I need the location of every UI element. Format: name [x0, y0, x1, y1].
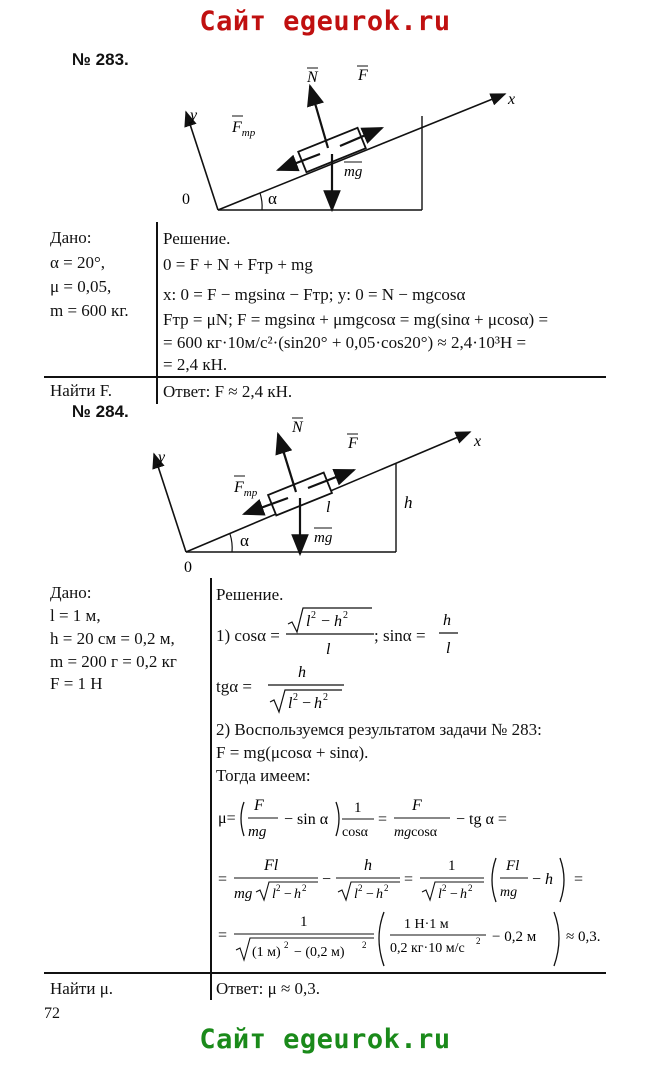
p284-given-1: h = 20 см = 0,2 м, — [50, 629, 175, 648]
svg-text:h: h — [294, 887, 301, 902]
p284-cos-fraction — [284, 606, 376, 662]
label-alpha: α — [240, 531, 249, 550]
svg-text:l: l — [272, 887, 276, 902]
svg-text:− (0,2 м): − (0,2 м) — [294, 945, 345, 960]
svg-text:l: l — [446, 640, 451, 657]
svg-text:2: 2 — [276, 883, 281, 893]
p284-then: Тогда имеем: — [216, 766, 311, 785]
p283-given-1: μ = 0,05, — [50, 277, 112, 296]
svg-text:2: 2 — [384, 883, 389, 893]
svg-text:0,2 кг·10 м/с: 0,2 кг·10 м/с — [390, 941, 465, 956]
svg-text:1 Н·1 м: 1 Н·1 м — [404, 917, 449, 932]
label-mg: mg — [344, 164, 363, 180]
svg-text:−: − — [321, 613, 331, 630]
svg-text:l: l — [306, 613, 311, 630]
svg-text:1: 1 — [354, 800, 362, 816]
svg-text:≈ 0,3.: ≈ 0,3. — [566, 929, 601, 945]
svg-text:2: 2 — [358, 883, 363, 893]
svg-text:2: 2 — [468, 883, 473, 893]
svg-text:(1 м): (1 м) — [252, 945, 281, 960]
p283-find: Найти F. — [50, 381, 113, 400]
svg-text:2: 2 — [311, 610, 316, 621]
p284-derivation — [214, 788, 606, 972]
svg-text:Fl: Fl — [264, 857, 279, 874]
p284-solution-title: Решение. — [216, 585, 284, 604]
problem-283-diagram — [160, 60, 530, 220]
page-number: 72 — [44, 1005, 60, 1022]
svg-text:2: 2 — [442, 883, 447, 893]
p283-line-4: = 2,4 кН. — [163, 355, 228, 374]
label-y: y — [190, 107, 198, 124]
label-l: l — [326, 499, 331, 516]
p284-given-3: F = 1 Н — [50, 674, 103, 693]
svg-text:1: 1 — [300, 914, 308, 930]
svg-text:h: h — [443, 612, 451, 629]
svg-text:h: h — [314, 695, 322, 712]
svg-text:h: h — [364, 857, 372, 874]
p284-tg-fraction — [266, 660, 346, 716]
svg-text:2: 2 — [476, 936, 481, 946]
label-F: F — [358, 67, 368, 84]
svg-text:F: F — [254, 797, 264, 814]
problem-283-number: № 283. — [72, 50, 129, 69]
svg-text:−: − — [366, 887, 374, 902]
svg-text:=: = — [404, 871, 414, 888]
p283-given-0: α = 20°, — [50, 253, 106, 272]
label-mg: mg — [314, 530, 333, 546]
p283-line-1: x: 0 = F − mgsinα − Fтр; y: 0 = N − mgcosα — [163, 285, 466, 304]
svg-text:mgcosα: mgcosα — [394, 825, 438, 840]
svg-text:h: h — [334, 613, 342, 630]
p284-answer: Ответ: μ ≈ 0,3. — [216, 979, 321, 998]
svg-text:− tg α =: − tg α = — [456, 811, 507, 828]
svg-text:h: h — [460, 887, 467, 902]
label-x: x — [508, 91, 516, 108]
p283-solution-title: Решение. — [163, 229, 231, 248]
svg-text:2: 2 — [343, 610, 348, 621]
label-Ftr: $F_{тр}$ — [232, 119, 256, 139]
angle-arc — [260, 193, 262, 210]
label-origin: 0 — [182, 191, 190, 208]
svg-text:−: − — [284, 887, 292, 902]
svg-text:1: 1 — [448, 858, 456, 874]
svg-text:mg: mg — [248, 824, 267, 840]
label-y: y — [158, 449, 166, 466]
svg-text:− h: − h — [532, 871, 554, 888]
p284-formula: F = mg(μcosα + sinα). — [216, 743, 369, 762]
p284-tg: tgα = — [216, 677, 252, 696]
svg-text:Fl: Fl — [506, 858, 520, 874]
p284-given-0: l = 1 м, — [50, 606, 101, 625]
label-Ftr: $F_{тр}$ — [234, 479, 258, 499]
svg-text:−: − — [450, 887, 458, 902]
problem-284-diagram — [140, 412, 500, 572]
site-banner-top: Сайт egeurok.ru — [199, 6, 451, 37]
label-x: x — [474, 433, 482, 450]
p283-line-2: Fтр = μN; F = mgsinα + μmgcosα = mg(sinα + μcosα) = — [163, 310, 549, 329]
svg-text:h: h — [376, 887, 383, 902]
p284-given-title: Дано: — [50, 583, 92, 602]
svg-text:l: l — [438, 887, 442, 902]
y-axis — [186, 112, 218, 210]
normal-force-arrow — [310, 86, 328, 148]
p284-step2: 2) Воспользуемся результатом задачи № 283: — [216, 720, 542, 739]
svg-text:mg: mg — [234, 886, 253, 902]
p283-line-3: = 600 кг·10м/с²·(sin20° + 0,05·cos20°) ≈ 2,4·10³Н = — [163, 333, 527, 352]
incline-x-axis — [218, 94, 505, 210]
svg-text:F: F — [412, 797, 422, 814]
label-N: N — [307, 69, 318, 86]
svg-text:2: 2 — [302, 883, 307, 893]
svg-text:=: = — [218, 927, 228, 944]
svg-text:=: = — [574, 871, 584, 888]
svg-text:−: − — [322, 871, 332, 888]
label-h: h — [404, 493, 413, 512]
p283-answer: Ответ: F ≈ 2,4 кН. — [163, 382, 293, 401]
label-origin: 0 — [184, 559, 192, 572]
svg-text:=: = — [218, 871, 228, 888]
svg-text:cosα: cosα — [342, 825, 368, 840]
p284-find: Найти μ. — [50, 979, 114, 998]
p283-given-title: Дано: — [50, 228, 92, 247]
normal-force-arrow — [278, 434, 296, 492]
label-F: F — [348, 435, 358, 452]
p284-step1-sin: ; sinα = — [374, 626, 426, 645]
svg-text:l: l — [354, 887, 358, 902]
svg-text:h: h — [298, 664, 306, 681]
site-banner-bottom: Сайт egeurok.ru — [199, 1024, 451, 1055]
y-axis — [154, 454, 186, 552]
svg-text:l: l — [326, 641, 331, 658]
angle-arc — [230, 534, 232, 552]
svg-text:2: 2 — [284, 940, 289, 950]
p284-sin-fraction — [438, 608, 460, 660]
svg-text:−: − — [302, 695, 312, 712]
p283-given-2: m = 600 кг. — [50, 301, 129, 320]
svg-text:μ=: μ= — [218, 810, 236, 827]
svg-text:=: = — [378, 811, 388, 828]
svg-text:− sin α: − sin α — [284, 811, 329, 828]
svg-text:l: l — [288, 695, 293, 712]
svg-text:mg: mg — [500, 885, 518, 900]
p283-line-0: 0 = F + N + Fтр + mg — [163, 255, 313, 274]
problem-284-number: № 284. — [72, 402, 129, 421]
svg-text:2: 2 — [323, 692, 328, 703]
p284-given-2: m = 200 г = 0,2 кг — [50, 652, 177, 671]
svg-text:2: 2 — [293, 692, 298, 703]
label-N: N — [292, 419, 303, 436]
p284-step1-cos: 1) cosα = — [216, 626, 280, 645]
svg-text:2: 2 — [362, 940, 367, 950]
svg-text:− 0,2 м: − 0,2 м — [492, 929, 537, 945]
label-alpha: α — [268, 189, 277, 208]
